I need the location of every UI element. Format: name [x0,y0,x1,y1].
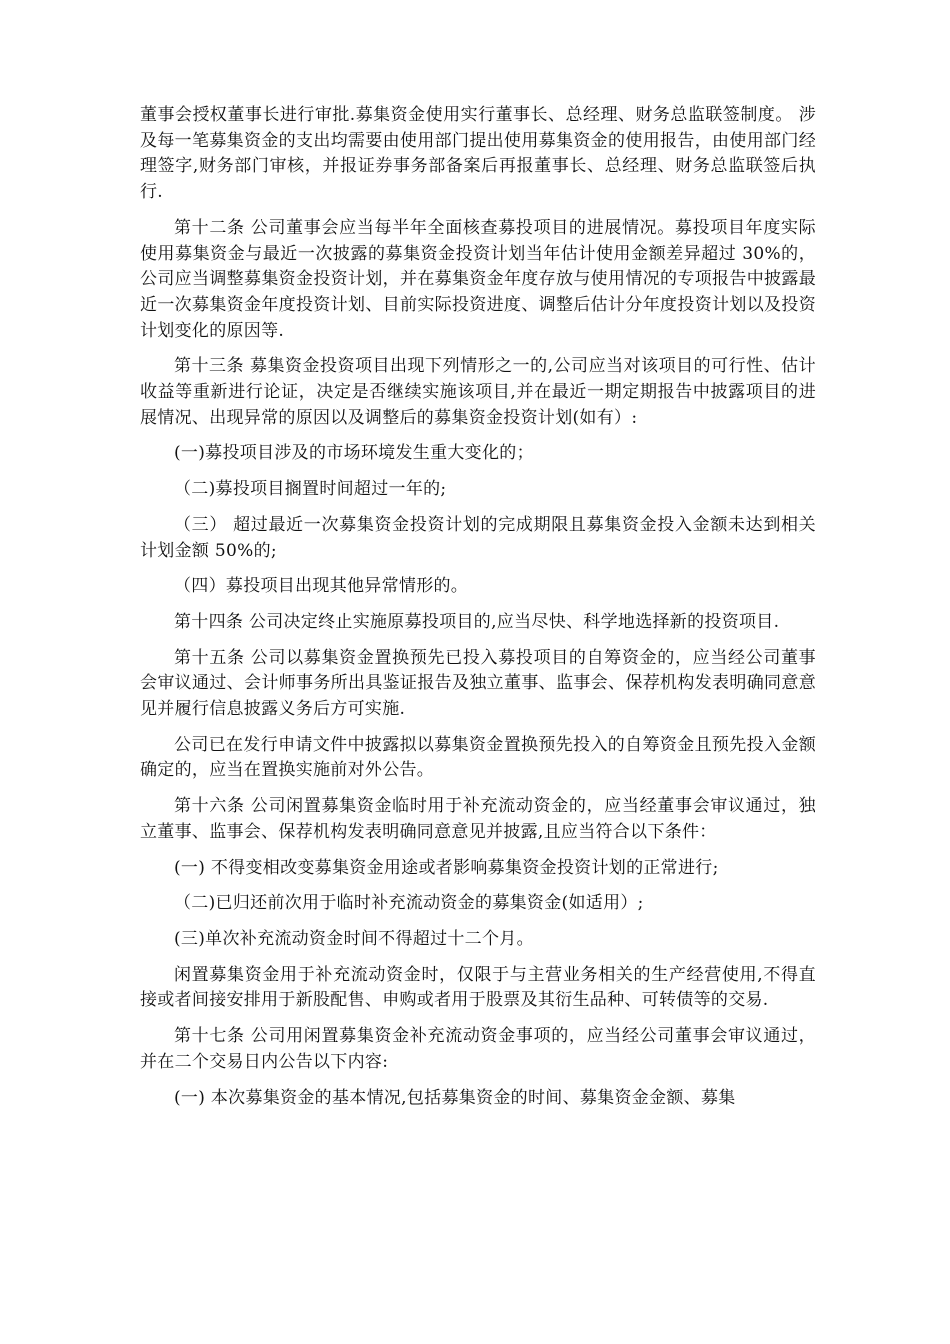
list-item-13-4: （四）募投项目出现其他异常情形的。 [174,576,469,597]
paragraph-article-15: 第十五条 公司以募集资金置换预先已投入募投项目的自筹资金的，应当经公司董事会审议通过、会计师事务所出具鉴证报告及独立董事、监事会、保荐机构发表明确同意意见并履行信息披露义务后方可实施. [140,647,816,720]
paragraph-article-13: 第十三条 募集资金投资项目出现下列情形之一的,公司应当对该项目的可行性、估计收益等重新进行论证，决定是否继续实施该项目,并在最近一期定期报告中披露项目的进展情况、出现异常的原因以及调整后的募集资金投资计划(如有）: [140,356,816,428]
paragraph-article-14: 第十四条 公司决定终止实施原募投项目的,应当尽快、科学地选择新的投资项目. [174,611,780,632]
paragraph-article-17: 第十七条 公司用闲置募集资金补充流动资金事项的，应当经公司董事会审议通过，并在二个交易日内公告以下内容: [140,1026,816,1072]
list-item-16-2: （二)已归还前次用于临时补充流动资金的募集资金(如适用）; [174,893,644,914]
paragraph-article-15-note: 公司已在发行申请文件中披露拟以募集资金置换预先投入的自筹资金且预先投入金额确定的，应当在置换实施前对外公告。 [140,734,816,781]
list-item-13-3: （三） 超过最近一次募集资金投资计划的完成期限且募集资金投入金额未达到相关计划金额 50%的; [140,514,816,561]
list-item-16-3: (三)单次补充流动资金时间不得超过十二个月。 [174,928,534,949]
paragraph-article-16-restriction: 闲置募集资金用于补充流动资金时，仅限于与主营业务相关的生产经营使用,不得直接或者间接安排用于新股配售、申购或者用于股票及其衍生品种、可转债等的交易. [140,964,816,1011]
paragraph-continuation-approval: 董事会授权董事长进行审批.募集资金使用实行董事长、总经理、财务总监联签制度。 涉及每一笔募集资金的支出均需要由使用部门提出使用募集资金的使用报告，由使用部门经理签字,财务部门审核，并报证券事务部备案后再报董事长、总经理、财务总监联签后执行. [140,105,816,203]
list-item-13-2: （二)募投项目搁置时间超过一年的; [174,479,447,500]
list-item-17-1: (一) 本次募集资金的基本情况,包括募集资金的时间、募集资金金额、募集 [174,1087,736,1108]
paragraph-article-16: 第十六条 公司闲置募集资金临时用于补充流动资金的，应当经董事会审议通过，独立董事、监事会、保荐机构发表明确同意意见并披露,且应当符合以下条件： [140,796,816,842]
document-page [140,103,816,1121]
list-item-16-1: (一) 不得变相改变募集资金用途或者影响募集资金投资计划的正常进行; [174,857,719,878]
list-item-13-1: (一)募投项目涉及的市场环境发生重大变化的； [174,443,534,464]
paragraph-article-12: 第十二条 公司董事会应当每半年全面核查募投项目的进展情况。募投项目年度实际使用募集资金与最近一次披露的募集资金投资计划当年估计使用金额差异超过 30%的，公司应当调整募集资金投资计划，并在募集资金年度存放与使用情况的专项报告中披露最近一次募集资金年度投资计划、目前实际投资进度、调整后估计分年度投资计划以及投资计划变化的原因等. [140,217,816,341]
